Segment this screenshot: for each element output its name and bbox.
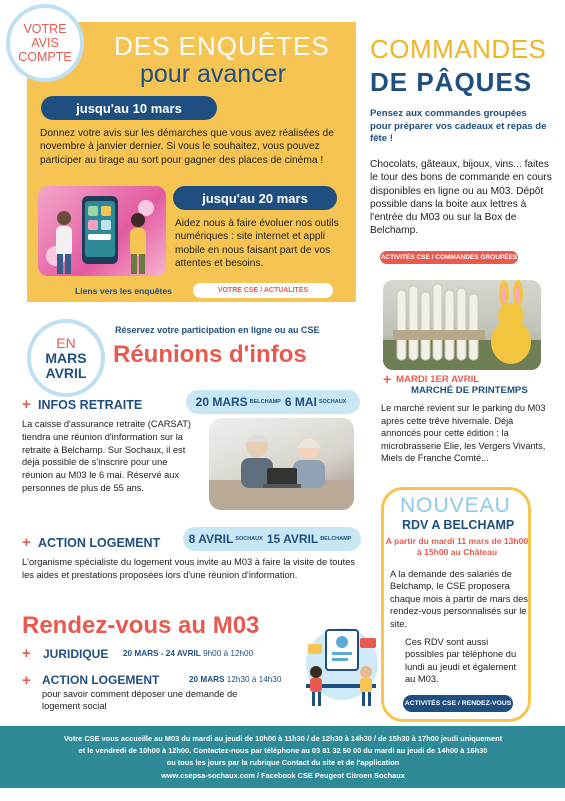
action-logement-rdv-text: pour savoir comment déposer une demande de logement social xyxy=(42,689,238,712)
deadline-pill-20-mars: jusqu'au 20 mars xyxy=(173,186,337,210)
retraite-dates-pill: 20 MARS BELCHAMP 6 MAI SOCHAUX xyxy=(186,390,360,414)
plus-icon: + xyxy=(22,534,31,551)
rdv-belchamp-title: RDV A BELCHAMP xyxy=(402,518,515,532)
enquetes-title: DES ENQUÊTES xyxy=(114,31,330,61)
rdv-belchamp-text-2: Ces RDV sont aussi possibles par téléphone du lundi au jeudi et également au M03. xyxy=(405,637,517,685)
deadline-pill-10-mars: jusqu'au 10 mars xyxy=(41,96,217,120)
phone-app-icon xyxy=(38,186,166,276)
footer-website-link[interactable]: www.csepsa-sochaux.com / Facebook CSE Peugeot Citroen Sochaux xyxy=(161,770,405,780)
avis-badge: VOTRE AVIS COMPTE xyxy=(6,4,84,82)
paques-text: Chocolats, gâteaux, bijoux, vins... faites le tour des bons de commande en cours disponibles en ligne ou au M03. Dépôt possible dans la boite aux lettres à l'entrée du M03 ou sur la Box de Belchamp. xyxy=(370,159,552,237)
rdv-m03-title: Rendez-vous au M03 xyxy=(22,612,260,639)
rdv-belchamp-date: A partir du mardi 11 mars de 13h00 à 15h00 au Château xyxy=(385,536,529,557)
footer-text: Votre CSE vous accueille au M03 du mardi au jeudi de 10h00 à 11h30 / de 12h30 à 14h30 / de 15h30 à 17h00 jeudi uniquement et le vendredi de 10h00 à 12h00. Contactez-nous par téléphone au 03 81 32 50 00 du mardi au jeudi de 14h00 à 16h30 ou tous les jours par la rubrique Contact du site et de l'application www.csepsa-sochaux.com / Facebook CSE Peugeot Citroen Sochaux xyxy=(18,733,548,782)
action-logement-heading: ACTION LOGEMENT xyxy=(38,536,161,550)
commandes-groupees-link[interactable]: ACTIVITÉS CSE / COMMANDES GROUPÉES xyxy=(380,251,518,264)
footer-bar xyxy=(0,726,565,788)
reunions-title: Réunions d'infos xyxy=(113,341,307,368)
rendez-vous-link[interactable]: ACTIVITÉS CSE / RENDEZ-VOUS xyxy=(403,695,513,712)
infos-retraite-text: La caisse d'assurance retraite (CARSAT) tiendra une réunion d'information sur la retraite à Belchamp. Sur Sochaux, il est déjà possible de s'inscrire pour une réunion au M03 le 6 mai. Réservé aux personnes de plus de 55 ans. xyxy=(22,419,192,493)
seniors-icon xyxy=(209,418,354,510)
enquetes-text-1: Donnez votre avis sur les démarches que vous avez réalisées de novembre à janvier dernier. Si vous le souhaitez, vous pouvez participer au tirage au sort pour gagner des places de cinéma ! xyxy=(40,128,334,166)
cse-actualites-link[interactable]: VOTRE CSE / ACTUALITÉS xyxy=(193,283,333,298)
meeting-illustration-icon xyxy=(300,624,382,710)
action-logement-rdv-heading: ACTION LOGEMENT xyxy=(42,673,160,687)
enquetes-links-label: Liens vers les enquêtes xyxy=(75,286,172,296)
infos-retraite-heading: INFOS RETRAITE xyxy=(38,398,143,412)
paques-title-1: COMMANDES xyxy=(370,34,547,64)
plus-icon: + xyxy=(22,672,31,689)
asparagus-bunny-image xyxy=(383,280,541,370)
asparagus-icon xyxy=(383,280,541,370)
plus-icon: + xyxy=(22,396,31,413)
nouveau-title: NOUVEAU xyxy=(400,494,511,517)
marche-date: MARDI 1ER AVRIL xyxy=(396,374,480,385)
paques-title-2: DE PÂQUES xyxy=(370,67,533,97)
juridique-heading: JURIDIQUE xyxy=(43,647,109,661)
rdv-belchamp-text-1: A la demande des salariés de Belchamp, le CSE proposera chaque mois à partir de mars des rendez-vous personnalisés sur le site. xyxy=(390,569,528,629)
phone-couple-illustration xyxy=(38,186,166,276)
enquetes-subtitle: pour avancer xyxy=(140,60,286,88)
seniors-laptop-image xyxy=(209,418,354,510)
paques-intro: Pensez aux commandes groupées pour préparer vos cadeaux et repas de fête ! xyxy=(370,108,547,145)
plus-icon: + xyxy=(22,645,31,662)
juridique-dates: 20 MARS - 24 AVRIL 9h00 à 12h00 xyxy=(123,649,254,658)
reservation-note: Réservez votre participation en ligne ou au CSE xyxy=(115,325,320,335)
enquetes-text-2: Aidez nous à faire évoluer nos outils numériques : site internet et appli mobile en nous faisant part de vos attentes et besoins. xyxy=(175,218,339,269)
action-logement-rdv-dates: 20 MARS 12h30 à 14h30 xyxy=(189,675,282,684)
marche-title: MARCHÉ DE PRINTEMPS xyxy=(411,385,528,396)
marche-text: Le marché revient sur le parking du M03 après cette trêve hivernale. Déjà annoncés pour cette édition : la microbrasserie Elie, les Vergers Vivants, Miels de Franche Comté... xyxy=(381,403,546,464)
logement-dates-pill: 8 AVRIL SOCHAUX 15 AVRIL BELCHAMP xyxy=(183,527,361,551)
action-logement-text: L'organisme spécialiste du logement vous invite au M03 à faire la visite de toutes les aides et prestations proposées lors d'une réunion d'information. xyxy=(22,557,356,580)
mars-avril-badge: EN MARS AVRIL xyxy=(27,319,105,397)
plus-icon: + xyxy=(383,371,392,387)
